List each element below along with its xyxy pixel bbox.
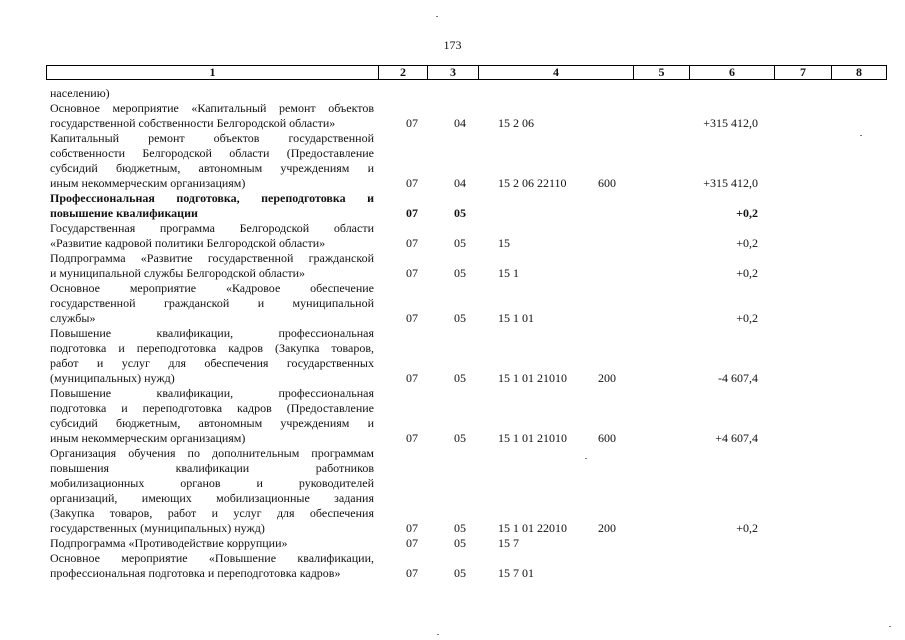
- row-description: [50, 221, 374, 251]
- description-line: работ и услуг для обеспечения государственных: [50, 356, 374, 370]
- scan-speck: [585, 458, 587, 459]
- scan-speck: [860, 135, 862, 136]
- row-description: [50, 191, 374, 221]
- section-code: 07: [406, 176, 418, 190]
- table-row: [50, 536, 850, 551]
- scan-speck: [437, 634, 439, 635]
- row-description: [50, 86, 374, 101]
- description-line: мобилизационных органов и руководителей: [50, 476, 374, 490]
- section-code: 07: [406, 116, 418, 130]
- subsection-code: 04: [454, 176, 466, 190]
- expense-type-code: 600: [598, 176, 616, 190]
- subsection-code: 05: [454, 311, 466, 325]
- table-header: [46, 65, 887, 80]
- header-col-1: 1: [209, 65, 216, 79]
- description-line: собственности Белгородской области (Предоставление: [50, 146, 374, 160]
- amount-change: +315 412,0: [703, 116, 758, 130]
- row-description: [50, 131, 374, 191]
- table-row: [50, 191, 850, 221]
- target-article-code: 15 2 06: [498, 116, 534, 130]
- description-line: государственной гражданской и муниципальной: [50, 296, 374, 310]
- table-row: [50, 281, 850, 326]
- amount-change: +0,2: [736, 266, 758, 280]
- amount-change: -4 607,4: [718, 371, 758, 385]
- description-line: «Развитие кадровой политики Белгородской области»: [50, 236, 326, 250]
- target-article-code: 15 7 01: [498, 566, 534, 580]
- description-line: Основное мероприятие «Повышение квалификации,: [50, 551, 374, 565]
- description-line: субсидий бюджетным, автономным учреждениям и: [50, 416, 374, 430]
- description-line: Подпрограмма «Развитие государственной гражданской: [50, 251, 374, 265]
- row-description: [50, 281, 374, 326]
- target-article-code: 15 1 01: [498, 311, 534, 325]
- section-code: 07: [406, 536, 418, 550]
- target-article-code: 15: [498, 236, 510, 250]
- amount-change: +4 607,4: [715, 431, 758, 445]
- row-description: [50, 251, 374, 281]
- section-code: 07: [406, 371, 418, 385]
- scan-speck: [436, 16, 438, 17]
- subsection-code: 05: [454, 521, 466, 535]
- row-description: [50, 446, 374, 536]
- section-code: 07: [406, 431, 418, 445]
- header-col-5: 5: [633, 66, 689, 79]
- description-line: Повышение квалификации, профессиональная: [50, 386, 374, 400]
- table-row: [50, 86, 850, 101]
- section-code: 07: [406, 236, 418, 250]
- expense-type-code: 600: [598, 431, 616, 445]
- description-line: Повышение квалификации, профессиональная: [50, 326, 374, 340]
- header-col-8: 8: [831, 66, 886, 79]
- description-line: (муниципальных) нужд): [50, 371, 175, 385]
- subsection-code: 05: [454, 431, 466, 445]
- description-line: населению): [50, 86, 110, 100]
- section-code: 07: [406, 566, 418, 580]
- description-line: государственной собственности Белгородской области»: [50, 116, 336, 130]
- description-line: Подпрограмма «Противодействие коррупции»: [50, 536, 288, 550]
- description-line: Капитальный ремонт объектов государственной: [50, 131, 374, 145]
- amount-change: +0,2: [736, 311, 758, 325]
- table-row: [50, 326, 850, 386]
- scan-speck: [889, 626, 891, 627]
- description-line: подготовка и переподготовка кадров (Предоставление: [50, 401, 374, 415]
- section-code: 07: [406, 206, 418, 220]
- description-line: государственных (муниципальных) нужд): [50, 521, 265, 535]
- expense-type-code: 200: [598, 371, 616, 385]
- subsection-code: 05: [454, 536, 466, 550]
- table-row: [50, 221, 850, 251]
- amount-change: +0,2: [736, 206, 758, 220]
- description-line: повышение квалификации: [50, 206, 198, 220]
- section-code: 07: [406, 521, 418, 535]
- table-row: [50, 551, 850, 581]
- description-line: Профессиональная подготовка, переподготовка и: [50, 191, 374, 205]
- description-line: подготовка и переподготовка кадров (Закупка товаров,: [50, 341, 374, 355]
- header-col-4: 4: [478, 66, 633, 79]
- description-line: иным некоммерческим организациям): [50, 176, 246, 190]
- description-line: профессиональная подготовка и переподготовка кадров»: [50, 566, 341, 580]
- table-row: [50, 101, 850, 131]
- description-line: Основное мероприятие «Кадровое обеспечение: [50, 281, 374, 295]
- target-article-code: 15 1 01 21010: [498, 431, 567, 445]
- table-row: [50, 446, 850, 536]
- description-line: Основное мероприятие «Капитальный ремонт объектов: [50, 101, 374, 115]
- subsection-code: 04: [454, 116, 466, 130]
- section-code: 07: [406, 266, 418, 280]
- row-description: [50, 326, 374, 386]
- subsection-code: 05: [454, 236, 466, 250]
- description-line: иным некоммерческим организациям): [50, 431, 246, 445]
- row-description: [50, 551, 374, 581]
- target-article-code: 15 1 01 21010: [498, 371, 567, 385]
- target-article-code: 15 1 01 22010: [498, 521, 567, 535]
- header-col-3: 3: [427, 66, 478, 79]
- description-line: организаций, имеющих мобилизационные задания: [50, 491, 374, 505]
- row-description: [50, 536, 374, 551]
- amount-change: +0,2: [736, 521, 758, 535]
- description-line: Государственная программа Белгородской области: [50, 221, 374, 235]
- target-article-code: 15 1: [498, 266, 519, 280]
- expense-type-code: 200: [598, 521, 616, 535]
- subsection-code: 05: [454, 566, 466, 580]
- target-article-code: 15 7: [498, 536, 519, 550]
- description-line: и муниципальной службы Белгородской области»: [50, 266, 305, 280]
- description-line: Организация обучения по дополнительным программам: [50, 446, 374, 460]
- amount-change: +0,2: [736, 236, 758, 250]
- description-line: субсидий бюджетным, автономным учреждениям и: [50, 161, 374, 175]
- header-col-6: 6: [689, 66, 774, 79]
- table-row: [50, 131, 850, 191]
- subsection-code: 05: [454, 206, 466, 220]
- header-col-2: 2: [378, 66, 427, 79]
- page-number: 173: [443, 38, 462, 52]
- table-body: [50, 86, 850, 581]
- subsection-code: 05: [454, 266, 466, 280]
- description-line: (Закупка товаров, работ и услуг для обеспечения: [50, 506, 374, 520]
- table-row: [50, 251, 850, 281]
- section-code: 07: [406, 311, 418, 325]
- row-description: [50, 101, 374, 131]
- subsection-code: 05: [454, 371, 466, 385]
- target-article-code: 15 2 06 22110: [498, 176, 567, 190]
- description-line: повышения квалификации работников: [50, 461, 374, 475]
- description-line: службы»: [50, 311, 96, 325]
- header-col-7: 7: [774, 66, 831, 79]
- row-description: [50, 386, 374, 446]
- amount-change: +315 412,0: [703, 176, 758, 190]
- table-row: [50, 386, 850, 446]
